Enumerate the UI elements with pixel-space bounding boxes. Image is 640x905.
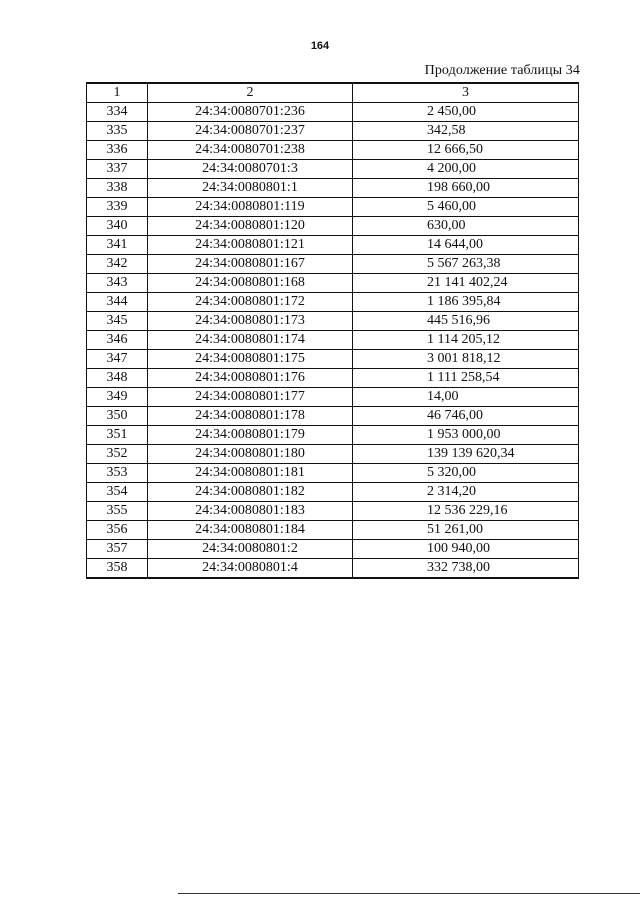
table-row [87, 540, 579, 559]
cadastral-number-cell: 24:34:0080801:176 [148, 369, 353, 388]
table-row [87, 160, 579, 179]
cadastral-number-cell: 24:34:0080801:181 [148, 464, 353, 483]
cadastral-number-cell: 24:34:0080701:236 [148, 103, 353, 122]
table-row [87, 255, 579, 274]
row-number-cell: 351 [87, 426, 148, 445]
table-row [87, 312, 579, 331]
value-cell: 14 644,00 [353, 236, 579, 255]
value-cell: 1 114 205,12 [353, 331, 579, 350]
value-cell: 14,00 [353, 388, 579, 407]
table-row [87, 179, 579, 198]
table-row [87, 293, 579, 312]
value-cell: 51 261,00 [353, 521, 579, 540]
cadastral-number-cell: 24:34:0080801:167 [148, 255, 353, 274]
row-number-cell: 344 [87, 293, 148, 312]
cadastral-number-cell: 24:34:0080801:177 [148, 388, 353, 407]
cadastral-number-cell: 24:34:0080801:168 [148, 274, 353, 293]
row-number-cell: 358 [87, 559, 148, 579]
cadastral-number-cell: 24:34:0080801:182 [148, 483, 353, 502]
row-number-cell: 347 [87, 350, 148, 369]
table-row [87, 274, 579, 293]
cadastral-number-cell: 24:34:0080801:183 [148, 502, 353, 521]
value-cell: 630,00 [353, 217, 579, 236]
value-cell: 2 314,20 [353, 483, 579, 502]
table-header-row [87, 83, 579, 103]
value-cell: 1 111 258,54 [353, 369, 579, 388]
table-row [87, 141, 579, 160]
value-cell: 5 567 263,38 [353, 255, 579, 274]
cadastral-number-cell: 24:34:0080801:178 [148, 407, 353, 426]
value-cell: 3 001 818,12 [353, 350, 579, 369]
row-number-cell: 357 [87, 540, 148, 559]
value-cell: 2 450,00 [353, 103, 579, 122]
value-cell: 46 746,00 [353, 407, 579, 426]
table-row [87, 369, 579, 388]
table-row [87, 198, 579, 217]
table-row [87, 103, 579, 122]
table-row [87, 502, 579, 521]
value-cell: 332 738,00 [353, 559, 579, 579]
cadastral-number-cell: 24:34:0080801:4 [148, 559, 353, 579]
row-number-cell: 346 [87, 331, 148, 350]
row-number-cell: 340 [87, 217, 148, 236]
row-number-cell: 350 [87, 407, 148, 426]
value-cell: 100 940,00 [353, 540, 579, 559]
cadastral-number-cell: 24:34:0080701:237 [148, 122, 353, 141]
table-row [87, 521, 579, 540]
row-number-cell: 356 [87, 521, 148, 540]
value-cell: 5 320,00 [353, 464, 579, 483]
row-number-cell: 339 [87, 198, 148, 217]
table-body [87, 103, 579, 579]
row-number-cell: 335 [87, 122, 148, 141]
table-row [87, 559, 579, 579]
row-number-cell: 341 [87, 236, 148, 255]
row-number-cell: 355 [87, 502, 148, 521]
table-row [87, 426, 579, 445]
value-cell: 4 200,00 [353, 160, 579, 179]
row-number-cell: 354 [87, 483, 148, 502]
value-cell: 21 141 402,24 [353, 274, 579, 293]
row-number-cell: 353 [87, 464, 148, 483]
cadastral-number-cell: 24:34:0080801:179 [148, 426, 353, 445]
table-row [87, 445, 579, 464]
row-number-cell: 352 [87, 445, 148, 464]
table-row [87, 331, 579, 350]
cadastral-number-cell: 24:34:0080801:172 [148, 293, 353, 312]
column-header-3: 3 [353, 83, 579, 103]
row-number-cell: 343 [87, 274, 148, 293]
value-cell: 5 460,00 [353, 198, 579, 217]
table-row [87, 407, 579, 426]
cadastral-number-cell: 24:34:0080801:121 [148, 236, 353, 255]
value-cell: 1 186 395,84 [353, 293, 579, 312]
value-cell: 342,58 [353, 122, 579, 141]
column-header-2: 2 [148, 83, 353, 103]
cadastral-number-cell: 24:34:0080801:1 [148, 179, 353, 198]
row-number-cell: 348 [87, 369, 148, 388]
table-caption: Продолжение таблицы 34 [424, 63, 580, 78]
table-row [87, 483, 579, 502]
table-row [87, 464, 579, 483]
footer-divider [178, 893, 640, 894]
value-cell: 1 953 000,00 [353, 426, 579, 445]
row-number-cell: 337 [87, 160, 148, 179]
row-number-cell: 338 [87, 179, 148, 198]
cadastral-number-cell: 24:34:0080801:184 [148, 521, 353, 540]
row-number-cell: 349 [87, 388, 148, 407]
table-row [87, 350, 579, 369]
value-cell: 198 660,00 [353, 179, 579, 198]
data-table [86, 82, 579, 579]
value-cell: 445 516,96 [353, 312, 579, 331]
cadastral-number-cell: 24:34:0080801:174 [148, 331, 353, 350]
row-number-cell: 342 [87, 255, 148, 274]
cadastral-number-cell: 24:34:0080801:120 [148, 217, 353, 236]
table-row [87, 388, 579, 407]
page-number: 164 [310, 40, 330, 52]
value-cell: 12 666,50 [353, 141, 579, 160]
cadastral-number-cell: 24:34:0080801:175 [148, 350, 353, 369]
table-row [87, 122, 579, 141]
row-number-cell: 334 [87, 103, 148, 122]
cadastral-number-cell: 24:34:0080701:3 [148, 160, 353, 179]
row-number-cell: 336 [87, 141, 148, 160]
value-cell: 139 139 620,34 [353, 445, 579, 464]
cadastral-number-cell: 24:34:0080801:2 [148, 540, 353, 559]
column-header-1: 1 [87, 83, 148, 103]
table-row [87, 217, 579, 236]
cadastral-number-cell: 24:34:0080701:238 [148, 141, 353, 160]
row-number-cell: 345 [87, 312, 148, 331]
table-row [87, 236, 579, 255]
value-cell: 12 536 229,16 [353, 502, 579, 521]
cadastral-number-cell: 24:34:0080801:180 [148, 445, 353, 464]
cadastral-number-cell: 24:34:0080801:173 [148, 312, 353, 331]
cadastral-number-cell: 24:34:0080801:119 [148, 198, 353, 217]
